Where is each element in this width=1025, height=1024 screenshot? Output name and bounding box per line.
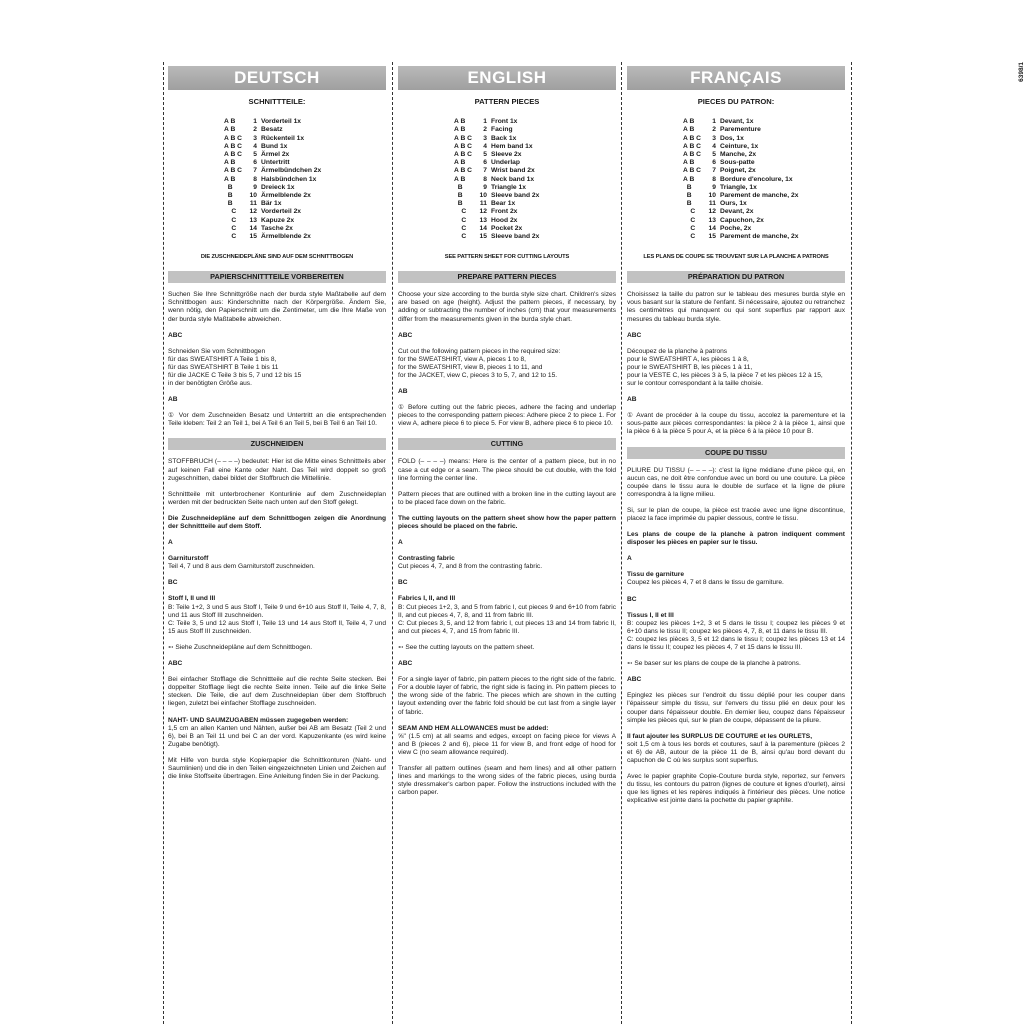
- piece-view-letters: C: [454, 208, 467, 216]
- piece-number: 7: [712, 167, 716, 175]
- seam-allowance-text: ⅝" (1.5 cm) at all seams and edges, except on facing piece for views A and B (pieces 2 and 6), piece 11 for view B, and front edge of hood for view C (no seam allowance required).: [398, 732, 616, 756]
- piece-view-letters: A B C: [454, 142, 472, 150]
- pattern-piece-row: [454, 118, 616, 126]
- abc-pieces-text: Découpez de la planche à patrons pour le SWEATSHIRT A, les pièces 1 à 8, pour le SWEATSHIRT B, les pièces 1 à 11, pour la VESTE C, les pièces 3 à 5, la pièce 7 et les pièces 12 à 15, sur le contour correspondant à la taille choisie.: [627, 347, 823, 388]
- pattern-piece-row: [683, 143, 845, 151]
- piece-name: Capuchon, 2x: [720, 216, 764, 224]
- pattern-piece-row: [683, 126, 845, 134]
- seam-allowance-title: SEAM AND HEM ALLOWANCES must be added:: [398, 724, 549, 732]
- view-label-a: A: [398, 539, 403, 547]
- pattern-piece-row: [454, 135, 616, 143]
- piece-name: Dos, 1x: [720, 134, 744, 142]
- pattern-piece-row: [683, 135, 845, 143]
- piece-view-letters: C: [224, 208, 237, 216]
- view-label-bc: BC: [168, 579, 178, 587]
- pieces-title: PIECES DU PATRON:: [697, 97, 775, 106]
- piece-name: Vorderteil 1x: [261, 118, 302, 126]
- fold-text: STOFFBRUCH (– – – –) bedeutet: Hier ist die Mitte eines Schnittteils aber auf keinen Fall eine Kante oder Naht. Das Teil wird doppelt so groß zugeschnitten, dabei bildet der Stoffbruch die Mittellinie.: [168, 458, 386, 482]
- cutting-layout-note: DIE ZUSCHNEIDEPLÄNE SIND AUF DEM SCHNITTBOGEN: [200, 254, 354, 261]
- piece-name: Untertritt: [261, 159, 290, 167]
- fabric-layer-text: Bei einfacher Stofflage die Schnittteile auf die rechte Seite stecken. Bei doppelter Stofflage liegt die rechte Seite innen. Teile auf die linke Seite stecken. Die Teile, die auf dem Zuschneideplan über dem Stoffbruch liegen, zuletzt bei einfacher Stofflage zuschneiden.: [168, 676, 386, 708]
- fold-text: FOLD (– – – –) means: Here is the center of a pattern piece, but in no case a cut edge or a seam. The piece should be cut double, with the fold line forming the center line.: [398, 458, 616, 482]
- fabrics-text: B: Cut pieces 1+2, 3, and 5 from fabric I, cut pieces 9 and 6+10 from fabric II, and cut pieces 4, 7, 8, and 11 from fabric III. C: Cut pieces 3, 5, and 12 from fabric I, cut pieces 13 and 14 from fabric II, and cut pieces 4, 7, and 15 from fabric III.: [398, 603, 616, 635]
- piece-name: Parementure: [720, 126, 761, 134]
- section-header-prepare: PAPIERSCHNITTTEILE VORBEREITEN: [168, 271, 386, 283]
- piece-number: 12: [479, 208, 487, 216]
- piece-view-letters: A B: [224, 126, 236, 134]
- piece-name: Facing: [491, 126, 513, 134]
- seam-allowance-text: soit 1,5 cm à tous les bords et coutures, sauf à la parementure (pièces 2 et 6) de AB, autour de la pièce 11 de B, ainsi qu'au bord devant du capuchon de C où les surplus sont superflus.: [627, 740, 845, 764]
- pattern-piece-row: [454, 217, 616, 225]
- piece-number: 2: [253, 126, 257, 134]
- piece-number: 11: [249, 200, 257, 208]
- fold-text: PLIURE DU TISSU (– – – –): c'est la ligne médiane d'une pièce qui, en aucun cas, ne doit être confondue avec un bord ou une couture. La pièce coupée dans le tissu aura le double de surface et la ligne de pliure correspondra à la ligne milieu.: [627, 466, 845, 498]
- contrast-fabric-text: Teil 4, 7 und 8 aus dem Garniturstoff zuschneiden.: [168, 563, 315, 571]
- piece-number: 10: [249, 191, 257, 199]
- piece-view-letters: B: [454, 183, 463, 191]
- piece-number: 12: [249, 208, 257, 216]
- pattern-pieces-list: [454, 118, 616, 241]
- pattern-piece-row: [683, 225, 845, 233]
- piece-number: 3: [712, 134, 716, 142]
- piece-view-letters: A B C: [683, 134, 701, 142]
- piece-number: 1: [483, 118, 487, 126]
- piece-number: 3: [253, 134, 257, 142]
- piece-view-letters: A B: [683, 118, 695, 126]
- pattern-piece-row: [224, 143, 386, 151]
- piece-view-letters: C: [683, 232, 696, 240]
- view-label-abc-2: ABC: [627, 676, 642, 684]
- language-column-francais: [627, 66, 845, 813]
- pattern-piece-row: [683, 176, 845, 184]
- piece-number: 9: [253, 183, 257, 191]
- pattern-piece-row: [683, 217, 845, 225]
- pattern-piece-row: [224, 118, 386, 126]
- view-label-bc: BC: [398, 579, 408, 587]
- language-banner: DEUTSCH: [168, 66, 386, 90]
- piece-number: 13: [249, 216, 257, 224]
- piece-view-letters: A B C: [454, 150, 472, 158]
- pattern-piece-row: [454, 225, 616, 233]
- see-layouts-text: ➳ Se baser sur les plans de coupe de la planche à patrons.: [627, 660, 801, 668]
- piece-name: Rückenteil 1x: [261, 134, 305, 142]
- piece-view-letters: B: [683, 200, 692, 208]
- pattern-piece-row: [224, 184, 386, 192]
- piece-name: Poche, 2x: [720, 224, 752, 232]
- piece-view-letters: C: [454, 216, 467, 224]
- pattern-piece-row: [454, 233, 616, 241]
- fabric-layer-text: For a single layer of fabric, pin pattern pieces to the right side of the fabric. For a double layer of fabric, the right side is facing in. Pin pattern pieces to the wrong side of the fabric. The pieces which are shown in the cutting layout extending over the fabric fold should be cut last from a single layer of fabric.: [398, 676, 616, 716]
- cutting-layout-note: LES PLANS DE COUPE SE TROUVENT SUR LA PLANCHE A PATRONS: [643, 254, 829, 261]
- piece-name: Manche, 2x: [720, 150, 757, 158]
- pattern-piece-row: [224, 126, 386, 134]
- cutting-layouts-text: Die Zuschneidepläne auf dem Schnittbogen zeigen die Anordnung der Schnittteile auf dem Stoff.: [168, 514, 386, 531]
- see-layouts-text: ➳ See the cutting layouts on the pattern sheet.: [398, 643, 535, 651]
- pattern-piece-row: [683, 192, 845, 200]
- piece-view-letters: A B C: [224, 167, 242, 175]
- pattern-piece-row: [683, 200, 845, 208]
- piece-view-letters: A B: [683, 159, 695, 167]
- piece-number: 2: [483, 126, 487, 134]
- pieces-title: SCHNITTTEILE:: [248, 97, 306, 106]
- piece-view-letters: B: [683, 191, 692, 199]
- pattern-piece-row: [224, 200, 386, 208]
- piece-number: 13: [708, 216, 716, 224]
- abc-pieces-text: Schneiden Sie vom Schnittbogen für das SWEATSHIRT A Teile 1 bis 8, für das SWEATSHIRT B Teile 1 bis 11 für die JACKE C Teile 3 bis 5, 7 und 12 bis 15 in der benötigten Größe aus.: [168, 347, 302, 388]
- piece-view-letters: B: [224, 183, 233, 191]
- piece-number: 12: [708, 208, 716, 216]
- pattern-piece-row: [454, 200, 616, 208]
- piece-name: Bear 1x: [491, 200, 516, 208]
- pattern-piece-row: [224, 167, 386, 175]
- piece-number: 1: [253, 118, 257, 126]
- piece-view-letters: C: [683, 216, 696, 224]
- piece-number: 6: [712, 159, 716, 167]
- view-label-ab: AB: [627, 396, 637, 404]
- piece-view-letters: A B C: [683, 167, 701, 175]
- pattern-pieces-list: [224, 118, 386, 241]
- language-column-english: [398, 66, 616, 805]
- pattern-piece-row: [224, 192, 386, 200]
- piece-view-letters: A B C: [454, 167, 472, 175]
- cut-line-left: [163, 62, 164, 1024]
- view-label-abc-2: ABC: [168, 660, 183, 668]
- piece-name: Pocket 2x: [491, 224, 523, 232]
- pattern-piece-row: [454, 167, 616, 175]
- pattern-piece-row: [683, 208, 845, 216]
- piece-name: Devant, 2x: [720, 208, 754, 216]
- piece-name: Parement de manche, 2x: [720, 191, 799, 199]
- piece-view-letters: A B C: [683, 150, 701, 158]
- piece-name: Bär 1x: [261, 200, 282, 208]
- pattern-piece-row: [683, 151, 845, 159]
- piece-view-letters: A B C: [454, 134, 472, 142]
- pattern-piece-row: [454, 184, 616, 192]
- broken-line-text: Pattern pieces that are outlined with a broken line in the cutting layout are to be placed face down on the fabric.: [398, 490, 616, 506]
- transfer-markings-text: Transfer all pattern outlines (seam and hem lines) and all other pattern lines and markings to the wrong sides of the fabric pieces, using burda style dressmaker's carbon paper. Follow the instructions included with the carbon paper.: [398, 764, 616, 797]
- contrast-fabric-title: Garniturstoff: [168, 555, 209, 563]
- ab-adhere-text: ① Before cutting out the fabric pieces, adhere the facing and underlap pieces to the corresponding pattern pieces: Adhere piece 2 to piece 1. For view A, adhere piece 6 to piece 5. For view B, adhere piece 6 to piece 10.: [398, 404, 616, 428]
- piece-view-letters: A B C: [683, 142, 701, 150]
- section-header-prepare: PRÉPARATION DU PATRON: [627, 271, 845, 283]
- abc-pieces-text: Cut out the following pattern pieces in the required size: for the SWEATSHIRT, view A, pieces 1 to 8, for the SWEATSHIRT, view B, pieces 1 to 11, and for the JACKET, view C, pieces 3 to 5, 7, and 12 to 15.: [398, 347, 561, 379]
- piece-name: Bordure d'encolure, 1x: [720, 175, 793, 183]
- page-id: 6398/1: [1018, 62, 1025, 82]
- piece-number: 4: [712, 142, 716, 150]
- piece-view-letters: B: [454, 200, 463, 208]
- piece-name: Triangle, 1x: [720, 183, 757, 191]
- piece-view-letters: A B: [454, 118, 466, 126]
- piece-name: Besatz: [261, 126, 283, 134]
- piece-name: Front 1x: [491, 118, 518, 126]
- transfer-markings-text: Mit Hilfe von burda style Kopierpapier die Schnittkonturen (Naht- und Saumlinien) und die in den Teilen eingezeichneten Linien und Zeichen auf die linke Stoffseite übertragen. Eine Anleitung finden Sie in der Packung.: [168, 756, 386, 781]
- broken-line-text: Schnittteile mit unterbrochener Konturlinie auf dem Zuschneideplan werden mit der bedruckten Seite nach unten auf den Stoff gelegt.: [168, 490, 386, 506]
- piece-name: Ärmelbündchen 2x: [261, 167, 322, 175]
- seam-allowance-title: Il faut ajouter les SURPLUS DE COUTURE et les OURLETS,: [627, 732, 813, 740]
- piece-view-letters: B: [454, 191, 463, 199]
- piece-name: Poignet, 2x: [720, 167, 756, 175]
- prepare-text: Suchen Sie Ihre Schnittgröße nach der burda style Maßtabelle auf dem Schnittbogen aus: Kinderschnitte nach der Körpergröße. Ändern Sie, wenn nötig, den Papierschnitt um die Zentimeter, um die Ihre Maße von der burda style Maßtabelle abweichen.: [168, 291, 386, 323]
- fabric-layer-text: Epinglez les pièces sur l'endroit du tissu déplié pour les couper dans l'épaisseur simple du tissu, sur l'envers du tissu plié en deux pour les couper dans l'épaisseur double. En dernier lieu, coupez dans l'épaisseur simple les pièces qui, sur le plan de coupe, dépassent de la pliure.: [627, 692, 845, 724]
- piece-number: 4: [483, 142, 487, 150]
- piece-name: Bund 1x: [261, 142, 288, 150]
- piece-number: 6: [483, 159, 487, 167]
- piece-number: 7: [483, 167, 487, 175]
- view-label-abc-2: ABC: [398, 660, 413, 668]
- piece-name: Triangle 1x: [491, 183, 526, 191]
- cutting-layouts-text: The cutting layouts on the pattern sheet show how the paper pattern pieces should be placed on the fabric.: [398, 514, 616, 531]
- piece-name: Parement de manche, 2x: [720, 232, 799, 240]
- pattern-piece-row: [224, 233, 386, 241]
- pattern-piece-row: [683, 159, 845, 167]
- piece-name: Wrist band 2x: [491, 167, 535, 175]
- pattern-piece-row: [683, 118, 845, 126]
- section-header-prepare: PREPARE PATTERN PIECES: [398, 271, 616, 283]
- fabrics-title: Stoff I, II und III: [168, 595, 216, 603]
- piece-number: 15: [249, 232, 257, 240]
- view-label-a: A: [168, 539, 173, 547]
- piece-number: 9: [712, 183, 716, 191]
- fabrics-text: B: Teile 1+2, 3 und 5 aus Stoff I, Teile 9 und 6+10 aus Stoff II, Teile 4, 7, 8, und 11 aus Stoff III zuschneiden. C: Teile 3, 5 und 12 aus Stoff I, Teile 13 und 14 aus Stoff II, Teile 4, 7 und 15 aus Stoff III zuschneiden.: [168, 603, 386, 635]
- view-label-bc: BC: [627, 595, 637, 603]
- cut-line-middle-1: [392, 62, 393, 1024]
- contrast-fabric-text: Cut pieces 4, 7, and 8 from the contrasting fabric.: [398, 563, 543, 571]
- view-label-abc: ABC: [168, 331, 183, 339]
- cut-line-middle-2: [621, 62, 622, 1024]
- piece-name: Devant, 1x: [720, 118, 754, 126]
- piece-view-letters: C: [454, 224, 467, 232]
- piece-view-letters: C: [683, 208, 696, 216]
- piece-name: Sleeve 2x: [491, 150, 522, 158]
- pattern-piece-row: [224, 217, 386, 225]
- piece-number: 15: [708, 232, 716, 240]
- piece-number: 10: [479, 191, 487, 199]
- piece-name: Ours, 1x: [720, 200, 747, 208]
- piece-number: 14: [708, 224, 716, 232]
- ab-adhere-text: ① Vor dem Zuschneiden Besatz und Untertritt an die entsprechenden Teile kleben: Teil 2 an Teil 1, bei A Teil 6 an Teil 5, bei B Teil 6 an Teil 10.: [168, 412, 386, 428]
- broken-line-text: Si, sur le plan de coupe, la pièce est tracée avec une ligne discontinue, placez la face imprimée du papier dessous, contre le tissu.: [627, 506, 845, 523]
- piece-name: Ceinture, 1x: [720, 142, 759, 150]
- piece-number: 4: [253, 142, 257, 150]
- piece-view-letters: A B C: [224, 142, 242, 150]
- piece-view-letters: A B: [683, 126, 695, 134]
- piece-number: 5: [712, 150, 716, 158]
- pieces-title: PATTERN PIECES: [474, 97, 540, 106]
- fabrics-text: B: coupez les pièces 1+2, 3 et 5 dans le tissu I; coupez les pièces 9 et 6+10 dans le tissu II; coupez les pièces 4, 7, 8, et 11 dans le tissu III. C: coupez les pièces 3, 5 et 12 dans le tissu I; coupez les pièces 13 et 14 dans le tissu II; coupez les pièces 4, 7 et 15 dans le tissu III.: [627, 619, 845, 652]
- piece-number: 11: [479, 200, 487, 208]
- section-header-cutting: CUTTING: [398, 438, 616, 450]
- pattern-piece-row: [454, 176, 616, 184]
- piece-name: Sleeve band 2x: [491, 191, 540, 199]
- piece-view-letters: B: [224, 200, 233, 208]
- piece-name: Hem band 1x: [491, 142, 533, 150]
- piece-name: Tasche 2x: [261, 224, 293, 232]
- piece-view-letters: A B: [224, 159, 236, 167]
- section-header-cutting: ZUSCHNEIDEN: [168, 438, 386, 450]
- piece-number: 5: [253, 150, 257, 158]
- piece-number: 10: [708, 191, 716, 199]
- piece-view-letters: C: [224, 224, 237, 232]
- view-label-ab: AB: [168, 396, 178, 404]
- piece-number: 8: [483, 175, 487, 183]
- piece-number: 13: [479, 216, 487, 224]
- pattern-piece-row: [224, 176, 386, 184]
- piece-view-letters: A B: [224, 118, 236, 126]
- contrast-fabric-text: Coupez les pièces 4, 7 et 8 dans le tissu de garniture.: [627, 579, 784, 587]
- piece-view-letters: B: [683, 183, 692, 191]
- piece-view-letters: C: [454, 232, 467, 240]
- piece-number: 6: [253, 159, 257, 167]
- pattern-piece-row: [683, 233, 845, 241]
- piece-name: Underlap: [491, 159, 520, 167]
- piece-number: 3: [483, 134, 487, 142]
- pattern-piece-row: [454, 126, 616, 134]
- pattern-piece-row: [454, 159, 616, 167]
- contrast-fabric-title: Contrasting fabric: [398, 555, 455, 563]
- fabrics-title: Fabrics I, II, and III: [398, 595, 456, 603]
- cut-line-right: [851, 62, 852, 1024]
- piece-number: 14: [479, 224, 487, 232]
- pattern-piece-row: [224, 208, 386, 216]
- piece-number: 7: [253, 167, 257, 175]
- contrast-fabric-title: Tissu de garniture: [627, 571, 685, 579]
- piece-view-letters: C: [224, 216, 237, 224]
- piece-name: Front 2x: [491, 208, 518, 216]
- piece-name: Vorderteil 2x: [261, 208, 302, 216]
- seam-allowance-title: NAHT- UND SAUMZUGABEN müssen zugegeben werden:: [168, 716, 349, 724]
- piece-number: 1: [712, 118, 716, 126]
- language-banner: FRANÇAIS: [627, 66, 845, 90]
- piece-name: Sleeve band 2x: [491, 232, 540, 240]
- piece-name: Dreieck 1x: [261, 183, 295, 191]
- piece-number: 8: [712, 175, 716, 183]
- ab-adhere-text: ① Avant de procéder à la coupe du tissu, accolez la parementure et la sous-patte aux pièces correspondantes: la pièce 2 à la pièce 1, ainsi que la pièce 6 à la pièce 5 pour A, et la pièce 6 à la pièce 10 pour B.: [627, 412, 845, 436]
- piece-view-letters: A B C: [224, 134, 242, 142]
- piece-number: 2: [712, 126, 716, 134]
- piece-view-letters: A B: [683, 175, 695, 183]
- seam-allowance-text: 1,5 cm an allen Kanten und Nähten, außer bei AB am Besatz (Teil 2 und 6), bei B an Teil 11 und bei C an der vord. Kapuzenkante (es wird keine Zugabe benötigt).: [168, 724, 386, 748]
- pattern-pieces-list: [683, 118, 845, 241]
- piece-number: 9: [483, 183, 487, 191]
- piece-name: Ärmelblende 2x: [261, 191, 311, 199]
- pattern-piece-row: [224, 135, 386, 143]
- pattern-piece-row: [683, 167, 845, 175]
- cutting-layout-note: SEE PATTERN SHEET FOR CUTTING LAYOUTS: [444, 254, 570, 261]
- section-header-cutting: COUPE DU TISSU: [627, 447, 845, 459]
- view-label-a: A: [627, 555, 632, 563]
- fabrics-title: Tissus I, II et III: [627, 611, 674, 619]
- piece-view-letters: A B: [454, 159, 466, 167]
- piece-name: Ärmelblende 2x: [261, 232, 311, 240]
- piece-number: 15: [479, 232, 487, 240]
- pattern-piece-row: [454, 208, 616, 216]
- piece-view-letters: A B C: [224, 150, 242, 158]
- pattern-piece-row: [683, 184, 845, 192]
- prepare-text: Choose your size according to the burda style size chart. Children's sizes are based on age (height). Adjust the pattern pieces, if necessary, by adding or subtracting the number of inches (cm) that your measurements differ from the measurements given in the burda style chart.: [398, 291, 616, 323]
- piece-number: 8: [253, 175, 257, 183]
- piece-view-letters: C: [683, 224, 696, 232]
- language-column-deutsch: [168, 66, 386, 789]
- piece-view-letters: B: [224, 191, 233, 199]
- piece-name: Hood 2x: [491, 216, 518, 224]
- pattern-piece-row: [454, 143, 616, 151]
- pattern-piece-row: [454, 151, 616, 159]
- see-layouts-text: ➳ Siehe Zuschneidepläne auf dem Schnittbogen.: [168, 643, 313, 651]
- piece-view-letters: A B: [454, 126, 466, 134]
- view-label-abc: ABC: [398, 331, 413, 339]
- piece-view-letters: A B: [224, 175, 236, 183]
- view-label-abc: ABC: [627, 331, 642, 339]
- piece-name: Ärmel 2x: [261, 150, 290, 158]
- piece-name: Back 1x: [491, 134, 517, 142]
- view-label-ab: AB: [398, 388, 408, 396]
- piece-number: 11: [708, 200, 716, 208]
- cutting-layouts-text: Les plans de coupe de la planche à patron indiquent comment disposer les pièces en papier sur le tissu.: [627, 531, 845, 547]
- piece-name: Neck band 1x: [491, 175, 535, 183]
- piece-name: Kapuze 2x: [261, 216, 295, 224]
- language-banner: ENGLISH: [398, 66, 616, 90]
- piece-name: Sous-patte: [720, 159, 755, 167]
- pattern-piece-row: [224, 225, 386, 233]
- piece-name: Halsbündchen 1x: [261, 175, 317, 183]
- transfer-markings-text: Avec le papier graphite Copie-Couture burda style, reportez, sur l'envers du tissu, les contours du patron (lignes de couture et lignes d'ourlet), ainsi que les lignes et les repères indiqués à l'intérieur des pièces. Une notice explicative est jointe dans la pochette du papier graphite.: [627, 773, 845, 805]
- pattern-piece-row: [224, 151, 386, 159]
- piece-view-letters: A B: [454, 175, 466, 183]
- pattern-piece-row: [454, 192, 616, 200]
- piece-view-letters: C: [224, 232, 237, 240]
- prepare-text: Choisissez la taille du patron sur le tableau des mesures burda style en vous basant sur la stature de l'enfant. Si nécessaire, ajoutez ou retranchez les centimètres qui manquent ou qui sont superflus par rapport aux mesures du tableau burda style.: [627, 291, 845, 323]
- piece-number: 5: [483, 150, 487, 158]
- piece-number: 14: [249, 224, 257, 232]
